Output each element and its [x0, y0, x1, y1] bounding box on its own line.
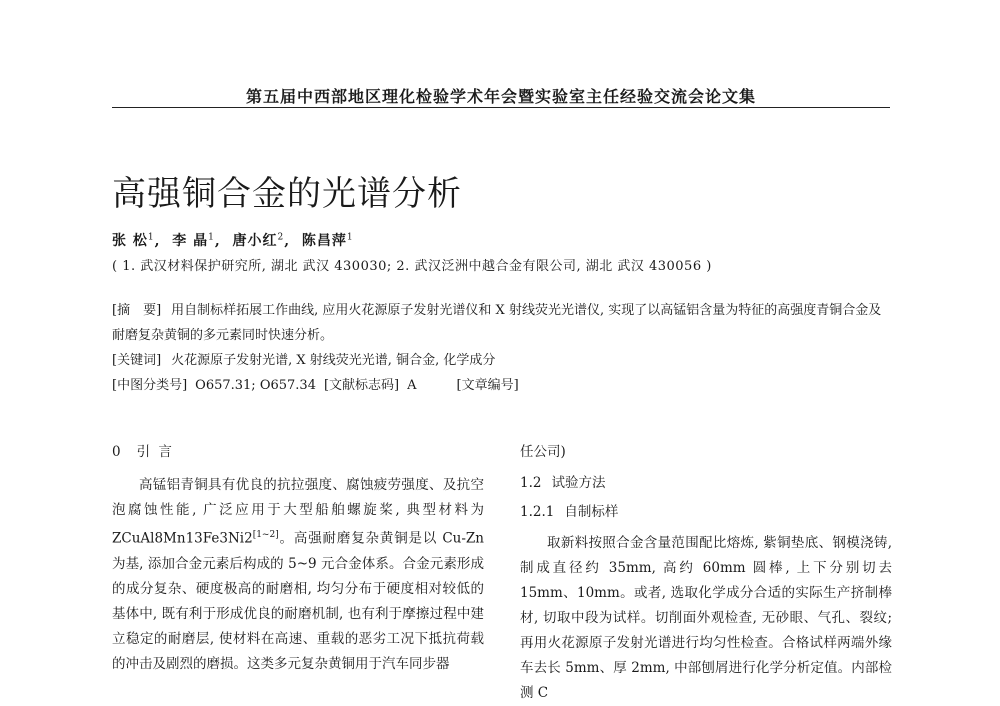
section-title: 引 言 [136, 444, 174, 460]
intro-text-cont: 。高强耐磨复杂黄铜是以 Cu-Zn 为基, 添加合金元素后构成的 5~9 元合金体系。合金元素形成的成分复杂、硬度极高的耐磨相, 均匀分布于硬度相对较低的基体中, 既有利于形成优良的耐磨机制, 也有利于摩擦过程中建立稳定的耐磨层, 使材料在高速、重载的恶劣工况下抵抗荷载的冲击及剧烈的磨损。这类多元复杂黄铜用于汽车同步器 [112, 530, 484, 672]
continued-text: 任公司) [520, 444, 566, 460]
section-number: 1.2.1 [520, 504, 555, 520]
left-column [112, 440, 484, 677]
header-rule [112, 107, 890, 108]
author-name: 陈昌萍 [301, 233, 347, 249]
keywords [112, 348, 892, 373]
clc-label: [中图分类号] [112, 378, 188, 393]
right-column [520, 440, 892, 706]
abstract-text: 用自制标样拓展工作曲线, 应用火花源原子发射光谱仪和 X 射线荧光光谱仪, 实现了以高锰铝含量为特征的高强度青铜合金及耐磨复杂黄铜的多元素同时快速分析。 [112, 303, 882, 343]
author-affil-mark: 2 [277, 232, 285, 243]
section-number: 0 [112, 444, 123, 460]
author-name: 唐小红 [232, 233, 278, 249]
article-no-label: [文章编号] [456, 378, 519, 393]
abstract-block [112, 298, 892, 398]
section-title: 自制标样 [564, 504, 619, 520]
clc-value: O657.31; O657.34 [195, 378, 316, 393]
affiliations: ( 1. 武汉材料保护研究所, 湖北 武汉 430030; 2. 武汉泛洲中越合金有限公司, 湖北 武汉 430056 ) [112, 259, 712, 274]
abstract [112, 298, 892, 348]
author-list: 张 松$^1$, 李 晶$^1$, 唐小红$^2$, 陈昌萍$^1$ [112, 232, 354, 249]
author-affil-mark: 1 [346, 232, 354, 243]
doc-code-label: [文献标志码] [323, 378, 400, 393]
classification-line [112, 373, 892, 398]
section-heading-intro [112, 440, 484, 465]
section-number: 1.2 [520, 475, 542, 491]
method-paragraph: 取新料按照合金含量范围配比熔炼, 紫铜垫底、钢模浇铸, 制成直径约 35mm, 高约 60mm 圆棒, 上下分别切去 15mm、10mm。或者, 选取化学成分合适的实际生产挤制棒材, 切取中段为试样。切削面外观检查, 无砂眼、气孔、裂纹; 再用火花源原子发射光谱进行均匀性检查。合格试样两端外缘车去长 5mm、厚 2mm, 中部刨屑进行化学分析定值。内部检测 C [520, 535, 892, 701]
author-affil-mark: 1 [208, 232, 215, 243]
author-name: 李 晶 [172, 233, 209, 249]
citation-ref: [1~2] [252, 530, 279, 540]
section-heading-1-2 [520, 471, 892, 496]
keywords-label: [关键词] [112, 353, 162, 368]
section-title: 试验方法 [551, 475, 606, 491]
intro-text: 高锰铝青铜具有优良的抗拉强度、腐蚀疲劳强度、及抗空泡腐蚀性能, 广泛应用于大型船舶螺旋桨, 典型材料为 ZCuAl8Mn13Fe3Ni2 [112, 477, 484, 547]
section-heading-1-2-1 [520, 500, 892, 525]
paper-title: 高强铜合金的光谱分析 [112, 174, 462, 214]
doc-code-value: A [407, 378, 417, 393]
author-name: 张 松 [112, 233, 148, 249]
intro-paragraph [112, 473, 484, 677]
running-header: 第五届中西部地区理化检验学术年会暨实验室主任经验交流会论文集 [245, 87, 756, 106]
author-affil-mark: 1 [147, 232, 155, 243]
abstract-label: [摘 要] [112, 303, 162, 318]
keywords-text: 火花源原子发射光谱, X 射线荧光光谱, 铜合金, 化学成分 [171, 353, 496, 368]
